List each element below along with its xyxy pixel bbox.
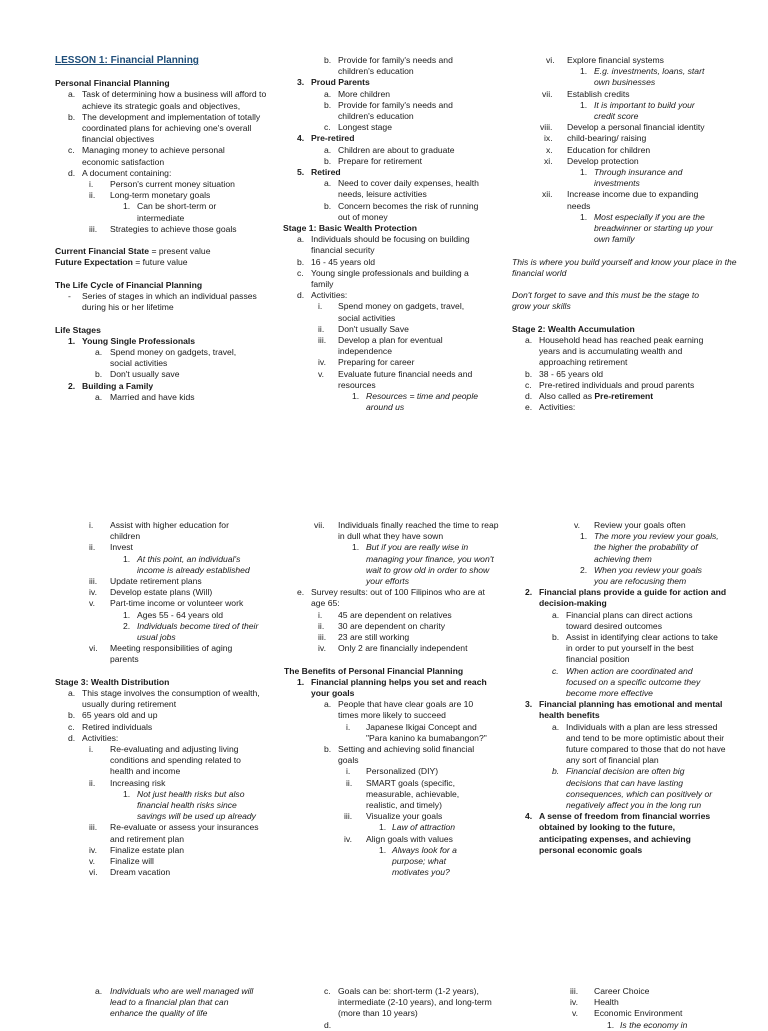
definition-line: Future Expectation = future value (55, 257, 188, 268)
list-item: a. Individuals should be focusing on building financial security (297, 234, 470, 256)
list-item: iii. Strategies to achieve those goals (89, 223, 237, 234)
list-item: iv. Only 2 are financially independent (318, 643, 468, 654)
list-item: 1. The more you review your goals, the higher the probability of achieving them (580, 531, 719, 564)
list-item: 1. Not just health risks but also financial health risks since savings will be used up already (123, 788, 256, 822)
list-item: d. (324, 1019, 332, 1030)
list-item: c. Goals can be: short-term (1-2 years), intermediate (2-10 years), and long-term (more than 10 years) (324, 986, 492, 1019)
list-item: v. Finalize will (89, 856, 154, 867)
page1-column-3 (512, 55, 740, 413)
list-item: iii. Career Choice (570, 986, 650, 996)
section-heading: The Life Cycle of Financial Planning (55, 279, 203, 290)
list-item: a. Household head has reached peak earning years and is accumulating wealth and approaching retirement (525, 335, 704, 368)
list-item: 1. Financial planning helps you set and reach your goals (297, 676, 487, 699)
list-item: b. Concern becomes the risk of running out of money (324, 200, 479, 222)
list-item: 1. E.g. investments, loans, start own businesses (580, 66, 705, 88)
section-heading: Stage 3: Wealth Distribution (55, 676, 170, 687)
list-item: vi. Meeting responsibilities of aging parents (89, 643, 233, 665)
list-item: a. Individuals who are well managed will lead to a financial plan that can enhance the quality of life (95, 986, 254, 1019)
list-item: iv. Preparing for career (318, 357, 415, 368)
list-item: 2. When you review your goals you are refocusing them (580, 564, 702, 587)
section-heading: Stage 2: Wealth Accumulation (512, 323, 635, 334)
list-item: d. Activities: (297, 290, 348, 301)
italic-note: This is where you build yourself and know your place in the financial world (512, 256, 737, 278)
list-item: a. People that have clear goals are 10 times more likely to succeed (324, 699, 474, 721)
list-item: b. 65 years old and up (68, 710, 158, 721)
list-item: v. Evaluate future financial needs and resources (318, 368, 473, 390)
list-item: i. 45 are dependent on relatives (318, 609, 452, 620)
list-item: i. Person's current money situation (89, 179, 235, 190)
list-item: c. When action are coordinated and focused on a specific outcome they become more effective (552, 665, 701, 699)
list-item: iv. Finalize estate plan (89, 844, 185, 855)
list-item: b. Don't usually save (95, 369, 180, 380)
list-item: a. Need to cover daily expenses, health needs, leisure activities (324, 178, 479, 200)
list-item: - Series of stages in which an individual passes during his or her lifetime (68, 291, 257, 313)
list-item: d. Also called as Pre-retirement (525, 391, 654, 402)
list-item: 3. Proud Parents (297, 77, 370, 88)
list-item: a. More children (324, 88, 391, 99)
list-item: ii. SMART goals (specific, measurable, achievable, realistic, and timely) (346, 777, 460, 811)
list-item: b. The development and implementation of totally coordinated plans for achieving one's overall financial objectives (68, 111, 261, 145)
section-heading: Life Stages (55, 324, 101, 335)
page2-column-1 (55, 520, 283, 878)
list-item: i. Spend money on gadgets, travel, social activities (318, 301, 465, 323)
list-item: 5. Retired (297, 167, 341, 178)
page3-column-2 (284, 986, 512, 1031)
list-item: 1. At this point, an individual's income is already established (123, 553, 250, 575)
page3-column-3 (512, 986, 740, 1031)
lesson-title: LESSON 1: Financial Planning (55, 55, 199, 66)
list-item: c. Retired individuals (68, 721, 153, 732)
list-item: c. Managing money to achieve personal economic satisfaction (68, 145, 225, 167)
list-item: ii. Increasing risk (89, 777, 166, 788)
list-item: i. Personalized (DIY) (346, 766, 439, 777)
list-item: b. 16 - 45 years old (297, 256, 376, 267)
page2-column-2 (284, 520, 512, 878)
section-heading: Personal Financial Planning (55, 78, 170, 89)
list-item: 1. But if you are really wise in managing your finance, you won't wait to grow old in order to show your efforts (352, 542, 494, 587)
list-item: vi. Dream vacation (89, 867, 171, 878)
list-item: d. Activities: (68, 732, 119, 743)
page2-column-3 (512, 520, 740, 856)
list-item: iii. Develop a plan for eventual independence (318, 335, 443, 357)
page1-column-2 (284, 55, 512, 414)
list-item: 1. Most especially if you are the breadwinner or starting up your own family (580, 211, 713, 245)
section-heading: Stage 1: Basic Wealth Protection (283, 223, 418, 234)
list-item: c. Pre-retired individuals and proud parents (525, 379, 695, 390)
list-item: ii. Long-term monetary goals (89, 190, 211, 201)
list-item: 1. Ages 55 - 64 years old (123, 609, 223, 620)
list-item: 1. Always look for a purpose; what motivates you? (379, 844, 457, 878)
list-item: e. Activities: (525, 402, 576, 413)
list-item: a. Individuals with a plan are less stressed and tend to be more optimistic about their future compared to those that do not have any sort of financial plan (552, 721, 726, 766)
list-item: 2. Building a Family (68, 380, 154, 391)
list-item: b. Prepare for retirement (324, 155, 423, 166)
list-item: a. Children are about to graduate (324, 144, 455, 155)
list-item: a. Married and have kids (95, 391, 195, 402)
list-item: b. Assist in identifying clear actions to take in order to put yourself in the best financial position (552, 632, 718, 665)
list-item: ii. Invest (89, 542, 133, 553)
list-item: vii. Establish credits (542, 88, 630, 99)
list-item: 1. Resources = time and people around us (352, 391, 479, 413)
list-item: iv. Health (570, 997, 619, 1008)
list-item: 4. Pre-retired (297, 133, 355, 144)
list-item: vi. Explore financial systems (546, 55, 664, 65)
section-heading: The Benefits of Personal Financial Planning (284, 665, 464, 676)
list-item: iv. Develop estate plans (Will) (89, 587, 213, 598)
list-item: a. Spend money on gadgets, travel, social activities (95, 347, 237, 369)
list-item: 1. Law of attraction (379, 822, 456, 833)
list-item: 2. Financial plans provide a guide for action and decision-making (525, 587, 727, 609)
list-item: c. Young single professionals and building a family (297, 267, 469, 290)
list-item: vii. Individuals finally reached the time to reap in dull what they have sown (314, 520, 499, 542)
list-item: iv. Align goals with values (344, 833, 453, 844)
list-item: 4. A sense of freedom from financial worries obtained by looking to the future, anticipating expenses, and achieving personal economic goals (525, 811, 711, 855)
list-item: viii. Develop a personal financial identity (540, 122, 705, 133)
list-item: 2. Individuals become tired of their usual jobs (123, 620, 259, 643)
list-item: ii. 30 are dependent on charity (318, 620, 446, 631)
list-item: e. Survey results: out of 100 Filipinos who are at age 65: (297, 587, 485, 609)
list-item: b. Setting and achieving solid financial goals (324, 744, 475, 766)
list-item: ix. child-bearing/ raising (544, 133, 647, 144)
page3-column-1 (55, 986, 283, 1020)
list-item: 1. Is the economy in (607, 1019, 688, 1030)
list-item: 1. It is important to build your credit score (580, 99, 695, 122)
list-item: iii. Visualize your goals (344, 811, 443, 822)
list-item: b. 38 - 65 years old (525, 368, 604, 379)
list-item: i. Re-evaluating and adjusting living conditions and spending related to health and income (89, 744, 241, 777)
list-item: 1. Can be short-term or intermediate (123, 201, 217, 223)
list-item: a. Financial plans can direct actions toward desired outcomes (552, 609, 693, 631)
list-item: 1. Through insurance and investments (580, 167, 683, 189)
list-item: c. Longest stage (324, 122, 392, 133)
list-item: iii. Re-evaluate or assess your insurances and retirement plan (89, 822, 259, 844)
list-item: 3. Financial planning has emotional and mental health benefits (525, 699, 723, 721)
list-item: 1. Young Single Professionals (68, 335, 196, 346)
page1-column-1 (55, 55, 283, 403)
list-item: iii. 23 are still working (318, 632, 410, 643)
list-item: x. Education for children (546, 144, 651, 155)
list-item: i. Assist with higher education for children (89, 520, 229, 542)
list-item: v. Part-time income or volunteer work (89, 598, 244, 609)
list-item: iii. Update retirement plans (89, 576, 202, 587)
definition-line: Current Financial State = present value (55, 246, 211, 257)
list-item: b. Provide for family's needs and children's education (324, 55, 453, 77)
list-item: ii. Don't usually Save (318, 323, 409, 334)
list-item: xii. Increase income due to expanding needs (542, 189, 699, 211)
list-item: xi. Develop protection (544, 155, 639, 166)
list-item: a. This stage involves the consumption of wealth, usually during retirement (68, 688, 260, 710)
list-item: b. Provide for family's needs and children's education (324, 99, 453, 122)
list-item: b. Financial decision are often big decisions that can have lasting consequences, which can positively or negatively affect you in the long run (552, 766, 713, 811)
list-item: a. Task of determining how a business will afford to achieve its strategic goals and objectives, (68, 89, 267, 111)
list-item: v. Economic Environment (572, 1008, 683, 1019)
list-item: d. A document containing: (68, 167, 172, 178)
list-item: v. Review your goals often (574, 520, 686, 530)
italic-note: Don't forget to save and this must be the stage to grow your skills (512, 290, 699, 312)
list-item: i. Japanese Ikigai Concept and "Para kanino ka bumabangon?" (346, 721, 487, 743)
